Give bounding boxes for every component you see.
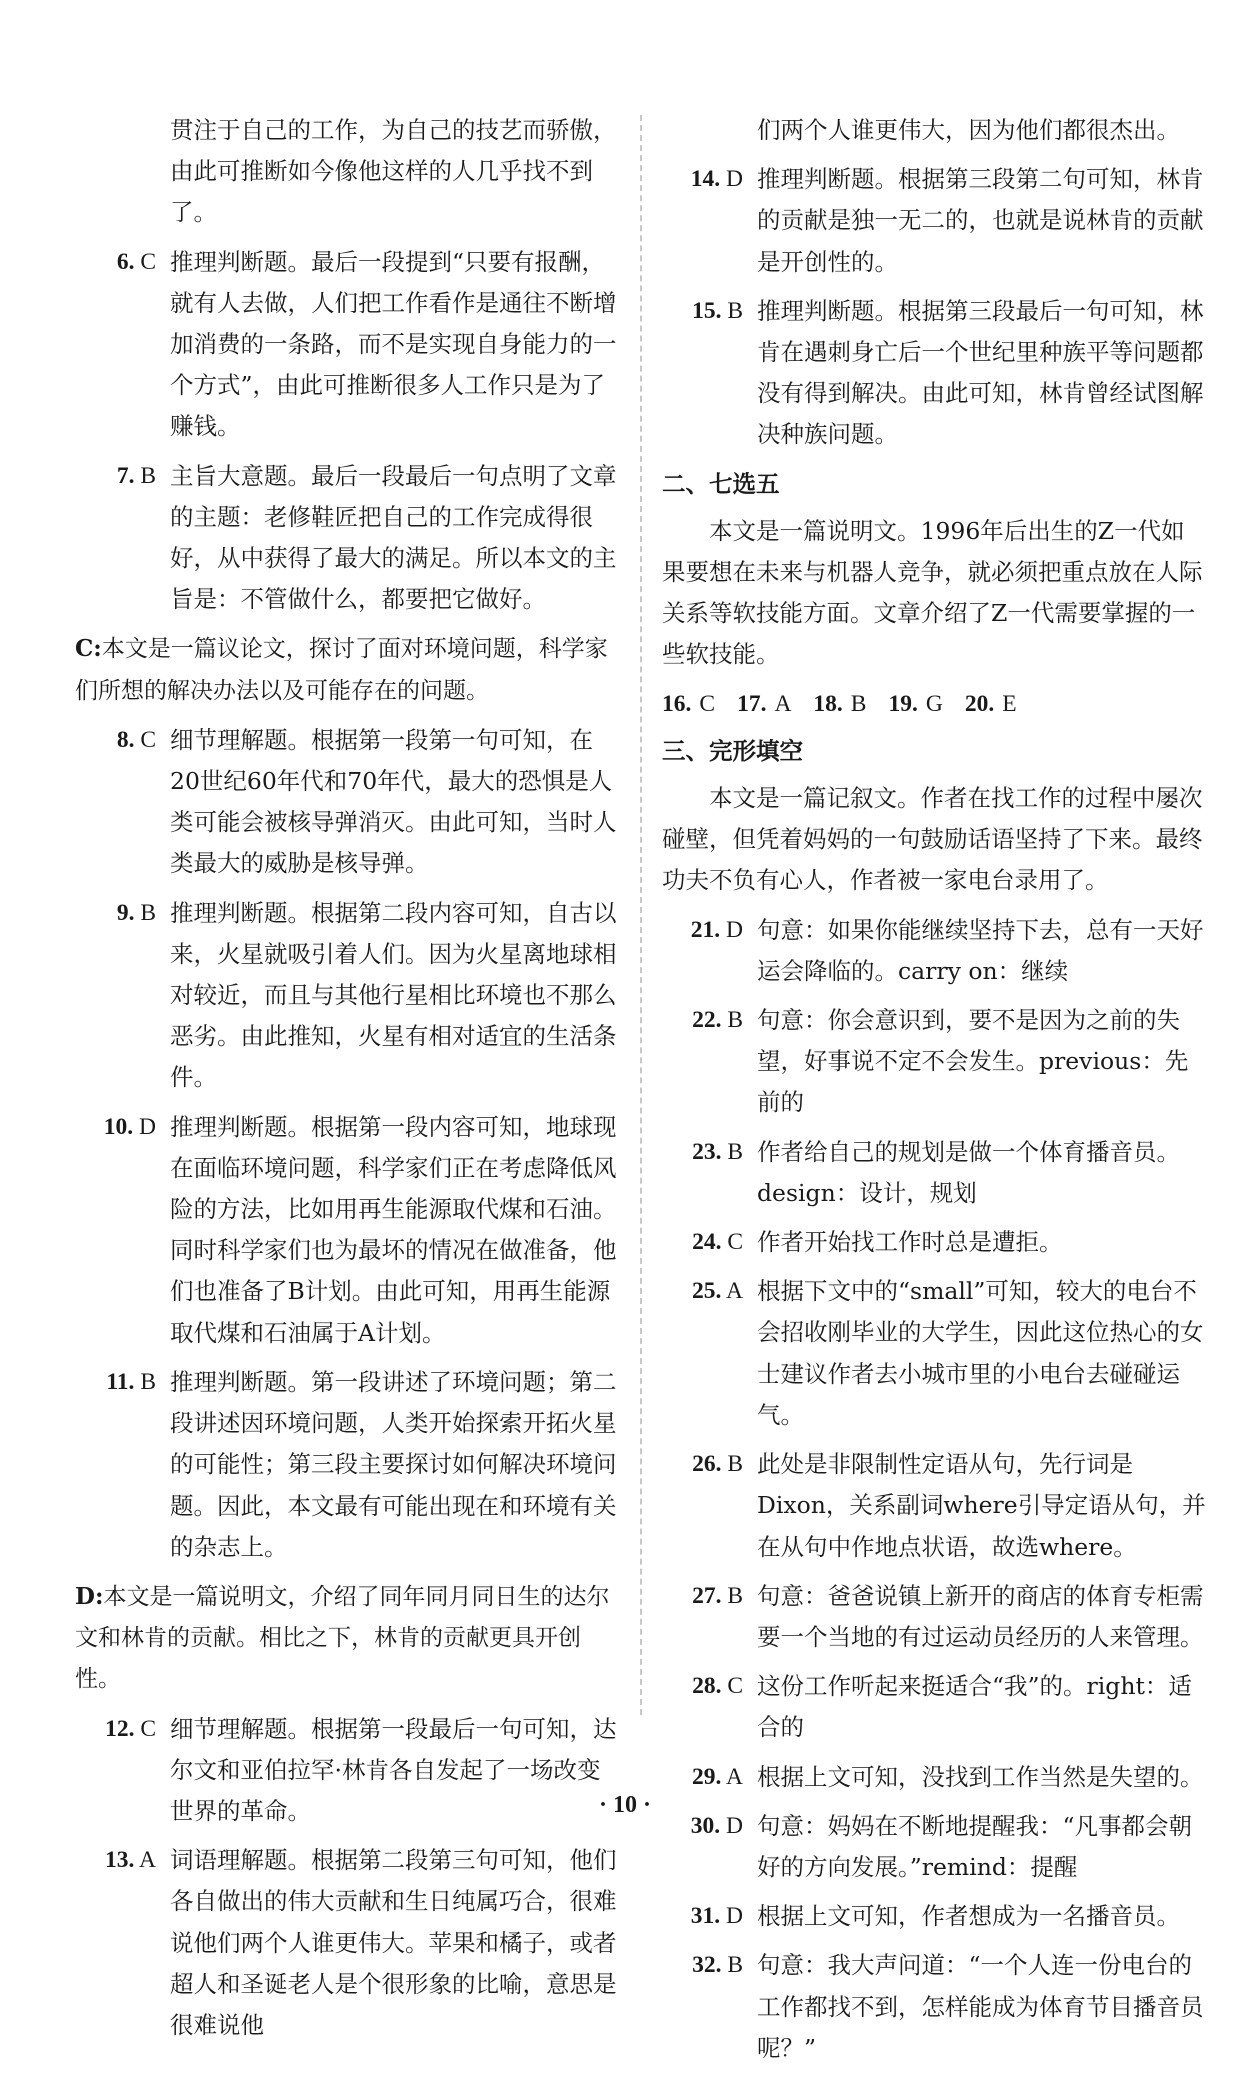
answer-letter: D xyxy=(139,1113,156,1140)
question-number xyxy=(75,1107,170,1354)
answer-letter: B xyxy=(727,1138,743,1165)
answer-explanation: 推理判断题。第一段讲述了环境问题；第二段讲述因环境问题，人类开始探索开拓火星的可能性；第三段主要探讨如何解决环境问题。因此，本文最有可能出现在和环境有关的杂志上。 xyxy=(170,1367,617,1561)
answer-explanation: 推理判断题。根据第一段内容可知，地球现在面临环境问题，科学家们正在考虑降低风险的方法，比如用再生能源取代煤和石油。同时科学家们也为最坏的情况在做准备，他们也准备了B计划。由此可知，用再生能源取代煤和石油属于A计划。 xyxy=(170,1112,617,1347)
question-index: 18. xyxy=(813,690,843,717)
answer-item xyxy=(662,1576,1207,1658)
passage-c-summary xyxy=(75,628,620,711)
answer-explanation: 句意：如果你能继续坚持下去，总有一天好运会降临的。carry on：继续 xyxy=(757,915,1204,985)
question-number xyxy=(75,242,170,448)
question-number xyxy=(662,1576,757,1658)
answer-letter: A xyxy=(774,690,792,717)
answer-explanation: 主旨大意题。最后一段最后一句点明了文章的主题：老修鞋匠把自己的工作完成得很好，从中获得了最大的满足。所以本文的主旨是：不管做什么，都要把它做好。 xyxy=(170,461,617,614)
answer-explanation: 根据下文中的“small”可知，较大的电台不会招收刚毕业的大学生，因此这位热心的女士建议作者去小城市里的小电台去碰碰运气。 xyxy=(757,1277,1204,1429)
answer-letter: E xyxy=(1002,690,1017,717)
answer-explanation: 细节理解题。根据第一段第一句可知，在20世纪60年代和70年代，最大的恐惧是人类可能会被核导弹消灭。由此可知，当时人类最大的威胁是核导弹。 xyxy=(170,725,617,878)
answer-text: 们两个人谁更伟大，因为他们都很杰出。 xyxy=(757,116,1180,144)
answer-letter: D xyxy=(726,916,743,943)
answer-letter: B xyxy=(850,690,867,717)
continued-answer xyxy=(75,110,620,234)
answer-explanation: 推理判断题。根据第三段最后一句可知，林肯在遇刺身亡后一个世纪里种族平等问题都没有得到解决。由此可知，林肯曾经试图解决种族问题。 xyxy=(757,296,1204,449)
question-index: 7. xyxy=(116,462,135,489)
question-number xyxy=(662,1444,757,1568)
answer-item xyxy=(662,1271,1207,1436)
section-heading: 三、完形填空 xyxy=(662,736,803,765)
answer-item xyxy=(662,1666,1207,1748)
answer-letter: D xyxy=(726,1812,743,1839)
answer-item xyxy=(662,1896,1207,1937)
answer-item xyxy=(75,1362,620,1568)
answer-explanation: 句意：爸爸说镇上新开的商店的体育专柜需要一个当地的有过运动员经历的人来管理。 xyxy=(757,1581,1204,1651)
question-index: 25. xyxy=(692,1278,722,1305)
answer-letter: C xyxy=(727,1229,743,1256)
question-index: 6. xyxy=(116,248,135,275)
answer-letter: B xyxy=(727,1451,743,1478)
answers-row xyxy=(662,684,1207,725)
answer-item xyxy=(75,1840,620,2046)
question-index: 12. xyxy=(105,1715,135,1742)
question-index: 29. xyxy=(692,1763,722,1790)
question-index: 28. xyxy=(692,1673,722,1700)
answer-letter: C xyxy=(699,690,716,717)
right-column xyxy=(662,110,1207,2077)
question-index: 23. xyxy=(692,1138,722,1165)
question-number xyxy=(75,893,170,1099)
question-index: 32. xyxy=(692,1952,722,1979)
question-number xyxy=(75,1362,170,1568)
answer-pair xyxy=(813,691,866,717)
left-column xyxy=(75,110,620,2054)
passage-text: 本文是一篇说明文，介绍了同年同月同日生的达尔文和林肯的贡献。相比之下，林肯的贡献更具开创性。 xyxy=(75,1583,610,1693)
question-number xyxy=(662,1222,757,1263)
section-heading: 二、七选五 xyxy=(662,469,780,498)
answer-pair xyxy=(737,691,791,717)
answer-letter: C xyxy=(140,248,156,275)
question-index: 15. xyxy=(692,297,722,324)
answer-list xyxy=(662,910,1207,2069)
answer-letter: C xyxy=(140,1715,156,1742)
answer-letter: B xyxy=(140,1368,156,1395)
section-summary: 本文是一篇说明文。1996年后出生的Z一代如果要想在未来与机器人竞争，就必须把重点放在人际关系等软技能方面。文章介绍了Z一代需要掌握的一些软技能。 xyxy=(662,516,1203,669)
question-index: 19. xyxy=(888,690,918,717)
answer-explanation: 作者开始找工作时总是遭拒。 xyxy=(757,1228,1063,1257)
answer-item xyxy=(662,910,1207,992)
answer-list xyxy=(75,1709,620,2047)
question-index: 17. xyxy=(737,690,767,717)
answer-item xyxy=(662,1132,1207,1214)
answer-explanation: 句意：你会意识到，要不是因为之前的失望，好事说不定不会发生。previous：先前的 xyxy=(757,1006,1189,1117)
answer-pair xyxy=(662,691,715,717)
page-number: · 10 · xyxy=(598,1792,651,1818)
answer-item xyxy=(662,1000,1207,1124)
question-index: 9. xyxy=(116,899,135,926)
answer-letter: A xyxy=(726,1763,743,1790)
answer-letter: A xyxy=(726,1278,743,1305)
passage-text: 本文是一篇议论文，探讨了面对环境问题，科学家们所想的解决办法以及可能存在的问题。 xyxy=(75,636,608,704)
question-number xyxy=(75,720,170,885)
answer-list xyxy=(75,242,620,621)
question-index: 20. xyxy=(964,690,995,717)
question-index: 8. xyxy=(116,726,135,753)
question-number xyxy=(662,1945,757,2069)
question-number xyxy=(662,1666,757,1748)
question-index: 21. xyxy=(690,916,721,943)
answer-letter: B xyxy=(727,1582,743,1609)
passage-d-summary xyxy=(75,1576,620,1701)
question-number xyxy=(662,1000,757,1124)
answer-letter: B xyxy=(727,1007,743,1034)
answer-explanation: 这份工作听起来挺适合“我”的。right：适合的 xyxy=(757,1672,1192,1742)
answer-letter: B xyxy=(727,297,743,324)
answer-item xyxy=(662,291,1207,456)
answer-letter: B xyxy=(727,1952,743,1979)
answer-letter: D xyxy=(726,1903,743,1930)
question-number xyxy=(662,1896,757,1937)
answer-item xyxy=(75,893,620,1099)
answer-explanation: 此处是非限制性定语从句，先行词是Dixon，关系副词where引导定语从句，并在从句中作地点状语，故选where。 xyxy=(757,1450,1206,1561)
answer-letter: B xyxy=(140,462,156,489)
question-number xyxy=(662,910,757,992)
answer-item xyxy=(662,1945,1207,2069)
answer-letter: C xyxy=(727,1673,743,1700)
answer-letter: D xyxy=(726,166,743,193)
answer-item xyxy=(75,242,620,448)
section-summary: 本文是一篇记叙文。作者在找工作的过程中屡次碰壁，但凭着妈妈的一句鼓励话语坚持了下来。最终功夫不负有心人，作者被一家电台录用了。 xyxy=(662,784,1203,895)
answer-item xyxy=(75,1107,620,1354)
column-divider xyxy=(640,115,642,1715)
answer-explanation: 句意：妈妈在不断地提醒我：“凡事都会朝好的方向发展。”remind：提醒 xyxy=(757,1811,1193,1881)
answer-list xyxy=(75,720,620,1568)
answer-explanation: 推理判断题。最后一段提到“只要有报酬，就有人去做，人们把工作看作是通往不断增加消费的一条路，而不是实现自身能力的一个方式”，由此可推断很多人工作只是为了赚钱。 xyxy=(170,247,617,441)
answer-item xyxy=(662,1222,1207,1263)
question-index: 31. xyxy=(690,1903,721,1930)
question-index: 13. xyxy=(105,1847,135,1874)
answer-explanation: 词语理解题。根据第二段第三句可知，他们各自做出的伟大贡献和生日纯属巧合，很难说他们两个人谁更伟大。苹果和橘子，或者超人和圣诞老人是个很形象的比喻，意思是很难说他 xyxy=(170,1846,617,2039)
answer-explanation: 推理判断题。根据第三段第二句可知，林肯的贡献是独一无二的，也就是说林肯的贡献是开创性的。 xyxy=(757,165,1204,276)
question-index: 11. xyxy=(106,1368,135,1395)
question-number xyxy=(662,291,757,456)
question-number xyxy=(662,1132,757,1214)
answer-explanation: 句意：我大声问道：“一个人连一份电台的工作都找不到，怎样能成为体育节目播音员呢？” xyxy=(757,1951,1204,2062)
answer-letter: B xyxy=(140,899,156,926)
answer-pair xyxy=(965,691,1017,717)
answer-letter: C xyxy=(140,726,156,753)
answer-pair xyxy=(888,691,942,717)
question-index: 30. xyxy=(690,1812,721,1839)
answer-item xyxy=(75,720,620,885)
answer-explanation: 细节理解题。根据第一段最后一句可知，达尔文和亚伯拉罕·林肯各自发起了一场改变世界的革命。 xyxy=(170,1714,617,1825)
answer-list xyxy=(662,159,1207,455)
question-index: 16. xyxy=(662,690,692,717)
answer-letter: A xyxy=(139,1847,156,1874)
question-number xyxy=(662,159,757,283)
question-index: 24. xyxy=(692,1229,722,1256)
answer-item xyxy=(662,159,1207,283)
question-index: 22. xyxy=(692,1007,722,1034)
question-index: 26. xyxy=(692,1451,722,1478)
question-index: 10. xyxy=(103,1113,134,1140)
question-index: 27. xyxy=(692,1582,722,1609)
answer-letter: G xyxy=(925,690,943,717)
continued-answer xyxy=(662,110,1207,151)
answer-explanation: 根据上文可知，没找到工作当然是失望的。 xyxy=(757,1762,1204,1791)
answer-explanation: 根据上文可知，作者想成为一名播音员。 xyxy=(757,1902,1180,1931)
answer-item xyxy=(75,456,620,621)
answer-explanation: 推理判断题。根据第二段内容可知，自古以来，火星就吸引着人们。因为火星离地球相对较近，而且与其他行星相比环境也不那么恶劣。由此推知，火星有相对适宜的生活条件。 xyxy=(170,898,617,1092)
answer-text: 贯注于自己的工作，为自己的技艺而骄傲，由此可推断如今像他这样的人几乎找不到了。 xyxy=(170,116,617,227)
question-number xyxy=(662,1271,757,1436)
question-number xyxy=(75,1840,170,2046)
question-index: 14. xyxy=(690,166,721,193)
question-number xyxy=(75,456,170,621)
answer-item xyxy=(662,1444,1207,1568)
answer-explanation: 作者给自己的规划是做一个体育播音员。design：设计，规划 xyxy=(757,1137,1180,1207)
passage-label: C: xyxy=(75,635,102,663)
passage-label: D: xyxy=(75,1582,104,1610)
